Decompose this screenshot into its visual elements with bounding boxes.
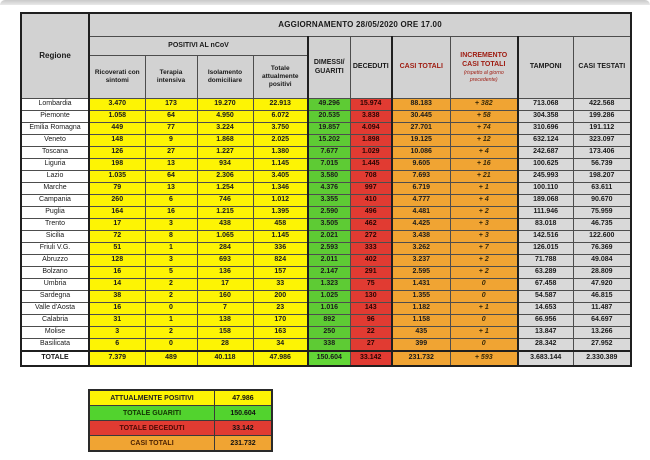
hospitalized-cell: 6: [89, 339, 145, 351]
total-positive-cell: 1.380: [253, 147, 308, 159]
total-positive-cell: 2.025: [253, 135, 308, 147]
total-positive-cell: 34: [253, 339, 308, 351]
tested-cell: 47.920: [573, 279, 631, 291]
increment-cell: 0: [450, 315, 518, 327]
isolation-cell: 136: [197, 267, 253, 279]
swabs-cell: 28.342: [518, 339, 573, 351]
tested-cell: 28.809: [573, 267, 631, 279]
total-cases-cell: 88.183: [392, 99, 450, 111]
total-cases-cell: 1.182: [392, 303, 450, 315]
swabs-cell: 83.018: [518, 219, 573, 231]
isolation-cell: 4.950: [197, 111, 253, 123]
swabs-cell: 245.993: [518, 171, 573, 183]
recovered-cell: 1.016: [308, 303, 350, 315]
hospitalized-cell: 126: [89, 147, 145, 159]
total-cases-cell: 7.693: [392, 171, 450, 183]
increment-cell: + 382: [450, 99, 518, 111]
deaths-cell: 22: [350, 327, 392, 339]
table-row: [21, 315, 631, 327]
swabs-cell: 126.015: [518, 243, 573, 255]
icu-cell: 0: [145, 339, 197, 351]
total-positive-cell: 47.986: [253, 351, 308, 366]
deaths-cell: 143: [350, 303, 392, 315]
tested-cell: 64.697: [573, 315, 631, 327]
swabs-cell: 100.110: [518, 183, 573, 195]
recovered-cell: 3.505: [308, 219, 350, 231]
total-positive-cell: 170: [253, 315, 308, 327]
recovered-cell: 2.593: [308, 243, 350, 255]
total-cases-cell: 4.481: [392, 207, 450, 219]
deaths-cell: 272: [350, 231, 392, 243]
deaths-cell: 496: [350, 207, 392, 219]
increment-cell: + 2: [450, 207, 518, 219]
icu-cell: 0: [145, 303, 197, 315]
legend-label: TOTALE GUARITI: [89, 406, 215, 421]
recovered-cell: 2.590: [308, 207, 350, 219]
isolation-cell: 438: [197, 219, 253, 231]
icu-cell: 9: [145, 135, 197, 147]
region-cell: Emilia Romagna: [21, 123, 89, 135]
swabs-cell: 142.516: [518, 231, 573, 243]
increment-cell: + 1: [450, 303, 518, 315]
total-cases-cell: 435: [392, 327, 450, 339]
swabs-cell: 189.068: [518, 195, 573, 207]
increment-cell: 0: [450, 339, 518, 351]
total-cases-cell: 1.158: [392, 315, 450, 327]
table-row: [21, 135, 631, 147]
column-header-casi-totali: CASI TOTALI: [392, 37, 450, 99]
increment-cell: + 2: [450, 255, 518, 267]
recovered-cell: 15.202: [308, 135, 350, 147]
hospitalized-cell: 17: [89, 219, 145, 231]
isolation-cell: 160: [197, 291, 253, 303]
total-cases-cell: 19.125: [392, 135, 450, 147]
icu-cell: 1: [145, 243, 197, 255]
table-row: [21, 219, 631, 231]
table-row: [21, 147, 631, 159]
legend-row-totale-deceduti: [89, 421, 272, 436]
total-positive-cell: 6.072: [253, 111, 308, 123]
total-cases-cell: 27.701: [392, 123, 450, 135]
tested-cell: 191.112: [573, 123, 631, 135]
swabs-cell: 111.946: [518, 207, 573, 219]
increment-cell: + 12: [450, 135, 518, 147]
total-cases-cell: 30.445: [392, 111, 450, 123]
summary-legend: [88, 389, 273, 452]
column-header-deceduti: DECEDUTI: [350, 37, 392, 99]
hospitalized-cell: 72: [89, 231, 145, 243]
icu-cell: 6: [145, 195, 197, 207]
legend-row-totale-guariti: [89, 406, 272, 421]
hospitalized-cell: 449: [89, 123, 145, 135]
swabs-cell: 13.847: [518, 327, 573, 339]
region-cell: Valle d'Aosta: [21, 303, 89, 315]
isolation-cell: 1.215: [197, 207, 253, 219]
swabs-cell: 3.683.144: [518, 351, 573, 366]
total-positive-cell: 22.913: [253, 99, 308, 111]
total-cases-cell: 6.719: [392, 183, 450, 195]
increment-cell: 0: [450, 279, 518, 291]
legend-value: 47.986: [215, 390, 273, 406]
swabs-cell: 632.124: [518, 135, 573, 147]
deaths-cell: 1.445: [350, 159, 392, 171]
isolation-cell: 40.118: [197, 351, 253, 366]
isolation-cell: 284: [197, 243, 253, 255]
deaths-cell: 15.974: [350, 99, 392, 111]
swabs-cell: 310.696: [518, 123, 573, 135]
total-positive-cell: 23: [253, 303, 308, 315]
total-positive-cell: 3.405: [253, 171, 308, 183]
total-positive-cell: 157: [253, 267, 308, 279]
recovered-cell: 2.021: [308, 231, 350, 243]
legend-value: 231.732: [215, 436, 273, 452]
recovered-cell: 1.323: [308, 279, 350, 291]
hospitalized-cell: 128: [89, 255, 145, 267]
region-cell: Puglia: [21, 207, 89, 219]
total-cases-cell: 1.355: [392, 291, 450, 303]
icu-cell: 64: [145, 171, 197, 183]
tested-cell: 46.735: [573, 219, 631, 231]
table-row: [21, 255, 631, 267]
legend-value: 150.604: [215, 406, 273, 421]
table-row: [21, 171, 631, 183]
isolation-cell: 7: [197, 303, 253, 315]
swabs-cell: 71.788: [518, 255, 573, 267]
tested-cell: 90.670: [573, 195, 631, 207]
total-cases-cell: 231.732: [392, 351, 450, 366]
increment-cell: + 3: [450, 231, 518, 243]
tested-cell: 198.207: [573, 171, 631, 183]
legend-label: CASI TOTALI: [89, 436, 215, 452]
deaths-cell: 402: [350, 255, 392, 267]
swabs-cell: 100.625: [518, 159, 573, 171]
total-positive-cell: 200: [253, 291, 308, 303]
isolation-cell: 693: [197, 255, 253, 267]
hospitalized-cell: 38: [89, 291, 145, 303]
column-group-positivi: POSITIVI AL nCoV: [89, 37, 308, 56]
icu-cell: 77: [145, 123, 197, 135]
region-cell: Marche: [21, 183, 89, 195]
covid-regions-table: [20, 12, 632, 367]
tested-cell: 11.487: [573, 303, 631, 315]
region-cell: Liguria: [21, 159, 89, 171]
total-positive-cell: 1.012: [253, 195, 308, 207]
tested-cell: 76.369: [573, 243, 631, 255]
increment-cell: + 2: [450, 267, 518, 279]
region-cell: Trento: [21, 219, 89, 231]
increment-cell: + 16: [450, 159, 518, 171]
swabs-cell: 66.956: [518, 315, 573, 327]
update-title: AGGIORNAMENTO 28/05/2020 ORE 17.00: [89, 13, 631, 37]
increment-cell: + 4: [450, 147, 518, 159]
region-cell: Sardegna: [21, 291, 89, 303]
swabs-cell: 63.289: [518, 267, 573, 279]
isolation-cell: 1.065: [197, 231, 253, 243]
deaths-cell: 708: [350, 171, 392, 183]
legend-row-attualmente-positivi: [89, 390, 272, 406]
hospitalized-cell: 1.058: [89, 111, 145, 123]
icu-cell: 2: [145, 279, 197, 291]
total-positive-cell: 1.145: [253, 231, 308, 243]
total-positive-cell: 1.395: [253, 207, 308, 219]
deaths-cell: 410: [350, 195, 392, 207]
deaths-cell: 96: [350, 315, 392, 327]
hospitalized-cell: 16: [89, 303, 145, 315]
column-header-dimessi-guariti: DIMESSI/ GUARITI: [308, 37, 350, 99]
increment-cell: + 7: [450, 243, 518, 255]
deaths-cell: 3.838: [350, 111, 392, 123]
isolation-cell: 934: [197, 159, 253, 171]
column-header-totale-positivi: Totale attualmente positivi: [253, 56, 308, 99]
isolation-cell: 746: [197, 195, 253, 207]
swabs-cell: 713.068: [518, 99, 573, 111]
icu-cell: 1: [145, 315, 197, 327]
deaths-cell: 462: [350, 219, 392, 231]
incremento-note: (rispetto al giorno precedente): [463, 70, 504, 83]
legend-label: ATTUALMENTE POSITIVI: [89, 390, 215, 406]
tested-cell: 56.739: [573, 159, 631, 171]
tested-cell: 422.568: [573, 99, 631, 111]
table-row: [21, 339, 631, 351]
swabs-cell: 242.687: [518, 147, 573, 159]
icu-cell: 2: [145, 327, 197, 339]
table-row: [21, 159, 631, 171]
column-header-incremento: [450, 37, 518, 99]
hospitalized-cell: 164: [89, 207, 145, 219]
icu-cell: 3: [145, 255, 197, 267]
total-positive-cell: 336: [253, 243, 308, 255]
increment-cell: + 58: [450, 111, 518, 123]
increment-cell: + 593: [450, 351, 518, 366]
hospitalized-cell: 1.035: [89, 171, 145, 183]
table-row: [21, 327, 631, 339]
hospitalized-cell: 198: [89, 159, 145, 171]
region-cell: Toscana: [21, 147, 89, 159]
total-positive-cell: 458: [253, 219, 308, 231]
region-cell: Abruzzo: [21, 255, 89, 267]
recovered-cell: 49.296: [308, 99, 350, 111]
increment-cell: + 3: [450, 219, 518, 231]
deaths-cell: 997: [350, 183, 392, 195]
region-cell: Campania: [21, 195, 89, 207]
region-cell: Friuli V.G.: [21, 243, 89, 255]
swabs-cell: 304.358: [518, 111, 573, 123]
increment-cell: 0: [450, 291, 518, 303]
column-header-casi-testati: CASI TESTATI: [573, 37, 631, 99]
deaths-cell: 130: [350, 291, 392, 303]
recovered-cell: 338: [308, 339, 350, 351]
table-row: [21, 183, 631, 195]
icu-cell: 13: [145, 159, 197, 171]
region-cell: Piemonte: [21, 111, 89, 123]
recovered-cell: 2.147: [308, 267, 350, 279]
total-cases-cell: 3.237: [392, 255, 450, 267]
region-cell: Veneto: [21, 135, 89, 147]
icu-cell: 27: [145, 147, 197, 159]
column-header-tamponi: TAMPONI: [518, 37, 573, 99]
recovered-cell: 150.604: [308, 351, 350, 366]
total-positive-cell: 1.346: [253, 183, 308, 195]
tested-cell: 122.600: [573, 231, 631, 243]
hospitalized-cell: 148: [89, 135, 145, 147]
total-cases-cell: 4.777: [392, 195, 450, 207]
tested-cell: 2.330.389: [573, 351, 631, 366]
legend-row-casi-totali: [89, 436, 272, 452]
total-cases-cell: 4.425: [392, 219, 450, 231]
recovered-cell: 2.011: [308, 255, 350, 267]
legend-value: 33.142: [215, 421, 273, 436]
deaths-cell: 291: [350, 267, 392, 279]
hospitalized-cell: 51: [89, 243, 145, 255]
tested-cell: 173.406: [573, 147, 631, 159]
tested-cell: 13.266: [573, 327, 631, 339]
total-positive-cell: 824: [253, 255, 308, 267]
increment-cell: + 4: [450, 195, 518, 207]
tested-cell: 199.286: [573, 111, 631, 123]
total-cases-cell: 9.605: [392, 159, 450, 171]
deaths-cell: 4.094: [350, 123, 392, 135]
recovered-cell: 4.376: [308, 183, 350, 195]
region-cell: Molise: [21, 327, 89, 339]
total-positive-cell: 163: [253, 327, 308, 339]
tested-cell: 46.815: [573, 291, 631, 303]
legend-label: TOTALE DECEDUTI: [89, 421, 215, 436]
incremento-label: INCREMENTO CASI TOTALI: [460, 51, 508, 68]
hospitalized-cell: 16: [89, 267, 145, 279]
icu-cell: 64: [145, 111, 197, 123]
column-header-ricoverati: Ricoverati con sintomi: [89, 56, 145, 99]
swabs-cell: 67.458: [518, 279, 573, 291]
increment-cell: + 1: [450, 327, 518, 339]
recovered-cell: 892: [308, 315, 350, 327]
icu-cell: 3: [145, 219, 197, 231]
tested-cell: 27.952: [573, 339, 631, 351]
increment-cell: + 1: [450, 183, 518, 195]
recovered-cell: 1.025: [308, 291, 350, 303]
region-cell: Calabria: [21, 315, 89, 327]
isolation-cell: 1.254: [197, 183, 253, 195]
table-row: [21, 207, 631, 219]
column-header-terapia-intensiva: Terapia intensiva: [145, 56, 197, 99]
isolation-cell: 17: [197, 279, 253, 291]
recovered-cell: 19.857: [308, 123, 350, 135]
increment-cell: + 21: [450, 171, 518, 183]
column-header-isolamento: Isolamento domiciliare: [197, 56, 253, 99]
tested-cell: 49.084: [573, 255, 631, 267]
deaths-cell: 1.898: [350, 135, 392, 147]
hospitalized-cell: 31: [89, 315, 145, 327]
swabs-cell: 14.653: [518, 303, 573, 315]
table-row: [21, 99, 631, 111]
total-cases-cell: 1.431: [392, 279, 450, 291]
region-cell: Lombardia: [21, 99, 89, 111]
isolation-cell: 2.306: [197, 171, 253, 183]
deaths-cell: 333: [350, 243, 392, 255]
region-cell: TOTALE: [21, 351, 89, 366]
region-cell: Bolzano: [21, 267, 89, 279]
total-row: [21, 351, 631, 366]
deaths-cell: 75: [350, 279, 392, 291]
table-row: [21, 123, 631, 135]
hospitalized-cell: 260: [89, 195, 145, 207]
recovered-cell: 3.580: [308, 171, 350, 183]
total-cases-cell: 399: [392, 339, 450, 351]
tested-cell: 323.097: [573, 135, 631, 147]
icu-cell: 13: [145, 183, 197, 195]
recovered-cell: 7.015: [308, 159, 350, 171]
window-top-edge: [0, 0, 650, 5]
hospitalized-cell: 3.470: [89, 99, 145, 111]
isolation-cell: 19.270: [197, 99, 253, 111]
table-row: [21, 291, 631, 303]
icu-cell: 5: [145, 267, 197, 279]
total-positive-cell: 1.145: [253, 159, 308, 171]
isolation-cell: 1.868: [197, 135, 253, 147]
recovered-cell: 7.677: [308, 147, 350, 159]
region-cell: Lazio: [21, 171, 89, 183]
region-cell: Sicilia: [21, 231, 89, 243]
recovered-cell: 250: [308, 327, 350, 339]
deaths-cell: 33.142: [350, 351, 392, 366]
table-row: [21, 243, 631, 255]
icu-cell: 489: [145, 351, 197, 366]
table-row: [21, 303, 631, 315]
tested-cell: 63.611: [573, 183, 631, 195]
isolation-cell: 1.227: [197, 147, 253, 159]
total-positive-cell: 33: [253, 279, 308, 291]
increment-cell: + 74: [450, 123, 518, 135]
deaths-cell: 1.029: [350, 147, 392, 159]
isolation-cell: 158: [197, 327, 253, 339]
hospitalized-cell: 3: [89, 327, 145, 339]
hospitalized-cell: 79: [89, 183, 145, 195]
region-cell: Umbria: [21, 279, 89, 291]
icu-cell: 8: [145, 231, 197, 243]
total-positive-cell: 3.750: [253, 123, 308, 135]
total-cases-cell: 3.262: [392, 243, 450, 255]
swabs-cell: 54.587: [518, 291, 573, 303]
recovered-cell: 20.535: [308, 111, 350, 123]
table-row: [21, 231, 631, 243]
total-cases-cell: 2.595: [392, 267, 450, 279]
tested-cell: 75.959: [573, 207, 631, 219]
table-row: [21, 111, 631, 123]
icu-cell: 173: [145, 99, 197, 111]
region-cell: Basilicata: [21, 339, 89, 351]
hospitalized-cell: 7.379: [89, 351, 145, 366]
recovered-cell: 3.355: [308, 195, 350, 207]
hospitalized-cell: 14: [89, 279, 145, 291]
total-cases-cell: 10.086: [392, 147, 450, 159]
isolation-cell: 28: [197, 339, 253, 351]
table-row: [21, 267, 631, 279]
column-header-regione: Regione: [21, 13, 89, 99]
total-cases-cell: 3.438: [392, 231, 450, 243]
icu-cell: 16: [145, 207, 197, 219]
icu-cell: 2: [145, 291, 197, 303]
isolation-cell: 3.224: [197, 123, 253, 135]
table-row: [21, 195, 631, 207]
deaths-cell: 27: [350, 339, 392, 351]
isolation-cell: 138: [197, 315, 253, 327]
table-row: [21, 279, 631, 291]
